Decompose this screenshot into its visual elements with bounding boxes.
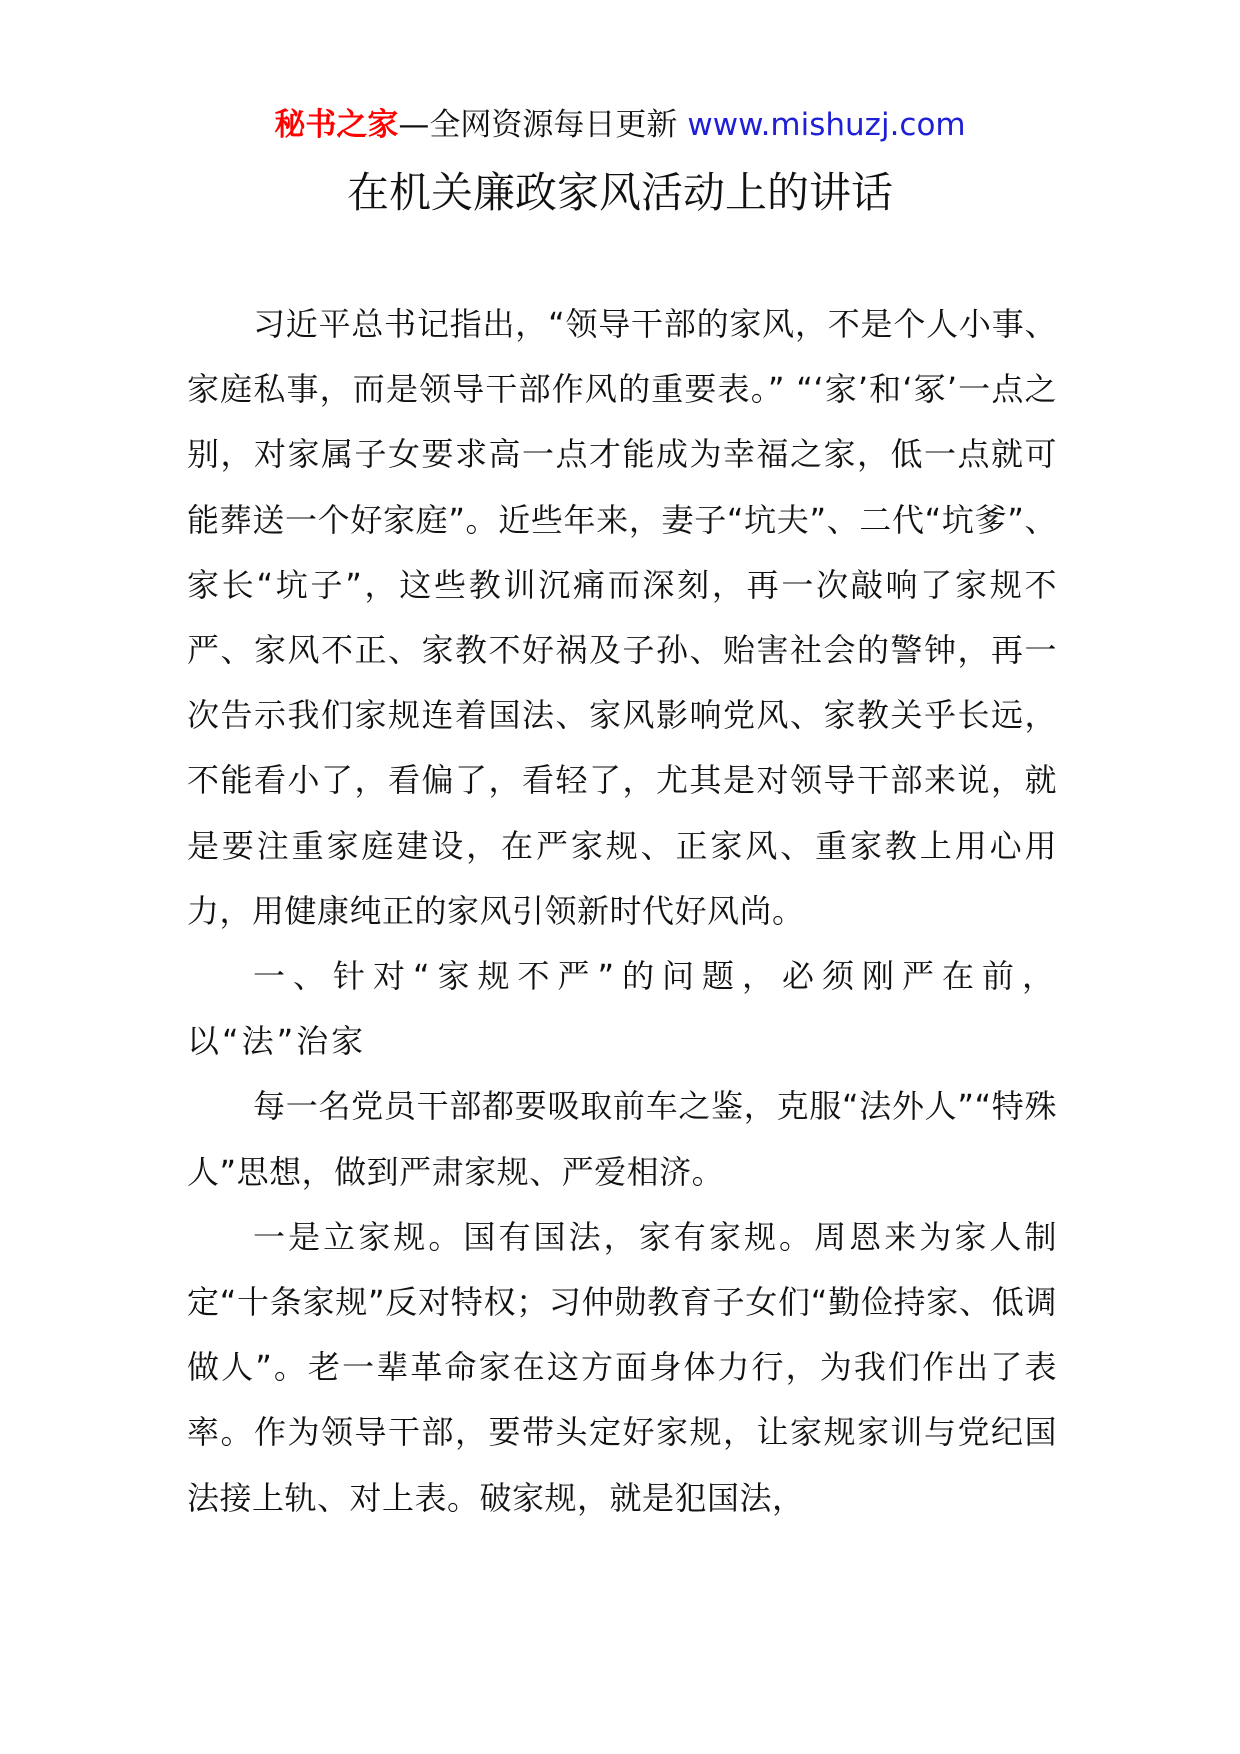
header-tagline: —全网资源每日更新 — [398, 107, 678, 143]
source-header — [0, 103, 1240, 147]
document-title: 在机关廉政家风活动上的讲话 — [346, 168, 893, 217]
body-paragraph-2: 每一名党员干部都要吸取前车之鉴，克服“法外人”“特殊人”思想，做到严肃家规、严爱相济。 — [187, 1087, 1057, 1191]
body-paragraph-intro: 习近平总书记指出，“领导干部的家风，不是个人小事、家庭私事，而是领导干部作风的重要表。” “‘家’和‘冢’一点之别，对家属子女要求高一点才能成为幸福之家，低一点就可能葬送一个好家庭”。近些年来，妻子“坑夫”、二代“坑爹”、家长“坑子”，这些教训沉痛而深刻，再一次敲响了家规不严、家风不正、家教不好祸及子孙、贻害社会的警钟，再一次告示我们家规连着国法、家风影响党风、家教关乎长远，不能看小了，看偏了，看轻了，尤其是对领导干部来说，就是要注重家庭建设，在严家规、正家风、重家教上用心用力，用健康纯正的家风引领新时代好风尚。 — [187, 305, 1057, 930]
body-paragraph-3: 一是立家规。国有国法，家有家规。周恩来为家人制定“十条家规”反对特权；习仲勋教育子女们“勤俭持家、低调做人”。老一辈革命家在这方面身体力行，为我们作出了表率。作为领导干部，要带头定好家规，让家规家训与党纪国法接上轨、对上表。破家规，就是犯国法， — [187, 1217, 1057, 1517]
document-body — [187, 292, 1057, 1531]
site-url-link[interactable]: www.mishuzj.com — [687, 107, 966, 143]
brand-name: 秘书之家 — [274, 107, 399, 143]
section-heading-1: 一、针对“家规不严”的问题，必须刚严在前，以“法”治家 — [187, 957, 1057, 1061]
